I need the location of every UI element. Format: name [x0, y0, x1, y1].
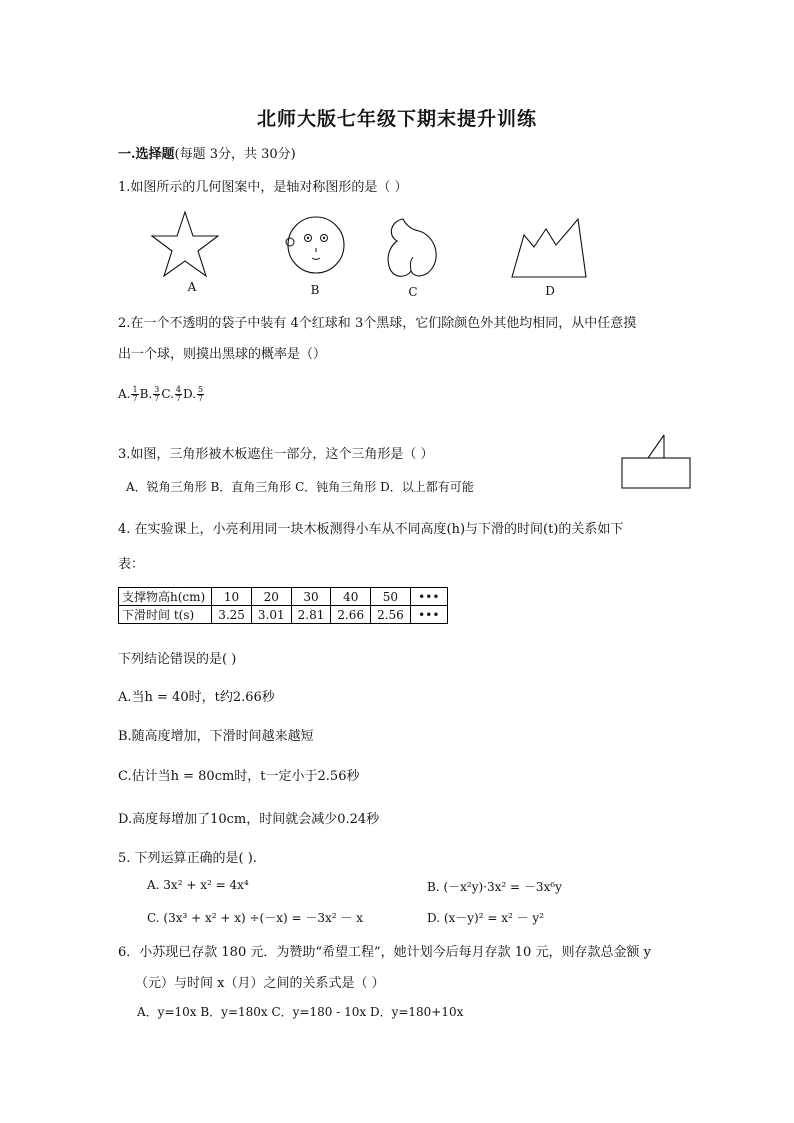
table-cell: 2.81 [291, 606, 331, 624]
question-1-text: 1.如图所示的几何图案中，是轴对称图形的是（ ） [118, 180, 408, 195]
table-cell: 20 [251, 588, 291, 606]
page-title: 北师大版七年级下期末提升训练 [256, 108, 537, 130]
table-cell: ••• [410, 606, 447, 624]
section-note: (每题 3分，共 30分) [174, 147, 296, 162]
figure-jagged-shape [508, 215, 590, 283]
question-5-option-d: D. (x－y)² = x² － y² [427, 911, 545, 925]
table-cell: 2.66 [331, 606, 371, 624]
question-4-line2: 表： [118, 557, 145, 572]
question-3-text: 3.如图，三角形被木板遮住一部分，这个三角形是（ ） [118, 447, 434, 462]
table-cell: 50 [371, 588, 411, 606]
question-5-text: 5. 下列运算正确的是( ). [118, 851, 257, 866]
figure-face [284, 212, 346, 280]
option-b-fraction: $\frac{3}{7}$ [154, 385, 160, 403]
table-cell: 3.25 [212, 606, 252, 624]
option-d-fraction: $\frac{5}{7}$ [198, 385, 204, 403]
question-5-option-c: C. (3x³ + x² + x) ÷(－x) = －3x² － x [147, 911, 363, 925]
question-2-options [118, 386, 205, 403]
table-cell: 40 [331, 588, 371, 606]
question-4-option-d: D.高度每增加了10cm，时间就会减少0.24秒 [118, 812, 380, 827]
table-row [119, 606, 448, 624]
figure-label-b: B [310, 283, 320, 297]
table-cell: 3.01 [251, 606, 291, 624]
figure-covered-triangle [618, 432, 694, 490]
question-3-options: A．锐角三角形 B．直角三角形 C．钝角三角形 D．以上都有可能 [126, 480, 474, 494]
figure-star [148, 208, 228, 280]
question-4-option-a: A.当h = 40时，t约2.66秒 [118, 690, 275, 705]
figure-heart-shape [383, 215, 445, 285]
question-4-option-c: C.估计当h = 80cm时，t一定小于2.56秒 [118, 769, 360, 784]
question-4-option-b: B.随高度增加，下滑时间越来越短 [118, 729, 314, 744]
table-row [119, 588, 448, 606]
figure-label-c: C [408, 285, 418, 299]
table-cell: ••• [410, 588, 447, 606]
figure-label-a: A [187, 280, 197, 294]
question-2-line1: 2.在一个不透明的袋子中装有 4个红球和 3个黑球，它们除颜色外其他均相同，从中任意摸 [118, 316, 637, 331]
question-2-line2: 出一个球，则摸出黑球的概率是（） [118, 347, 327, 362]
question-6-line2: （元）与时间 x（月）之间的关系式是（ ） [135, 976, 385, 991]
option-a-letter: A. [118, 387, 131, 401]
option-d-letter: D. [182, 387, 196, 401]
data-table [118, 587, 448, 624]
question-5-option-a: A. 3x² + x² = 4x⁴ [147, 878, 249, 892]
table-header-time: 下滑时间 t(s) [119, 606, 212, 624]
table-cell: 10 [212, 588, 252, 606]
question-4-line1: 4. 在实验课上，小亮利用同一块木板测得小车从不同高度(h)与下滑的时间(t)的关系如下 [118, 522, 624, 537]
option-c-fraction: $\frac{4}{7}$ [175, 385, 181, 403]
question-5-option-b: B. (－x²y)·3x² = －3x⁶y [427, 880, 562, 894]
option-a-fraction: $\frac{1}{7}$ [132, 385, 138, 403]
question-4-prompt: 下列结论错误的是( ) [118, 652, 237, 667]
option-c-letter: C. [161, 387, 174, 401]
option-b-letter: B. [139, 387, 153, 401]
figure-label-d: D [545, 284, 555, 298]
question-6-line1: 6．小苏现已存款 180 元．为赞助“希望工程”，她计划今后每月存款 10 元，则存款总金额 y [118, 945, 651, 960]
section-label: 一.选择题 [118, 147, 175, 162]
table-header-height: 支撑物高h(cm) [119, 588, 212, 606]
section-heading [118, 143, 296, 162]
table-cell: 2.56 [371, 606, 411, 624]
question-6-options: A．y=10x B．y=180x C．y=180 - 10x D．y=180+10x [137, 1005, 464, 1019]
table-cell: 30 [291, 588, 331, 606]
